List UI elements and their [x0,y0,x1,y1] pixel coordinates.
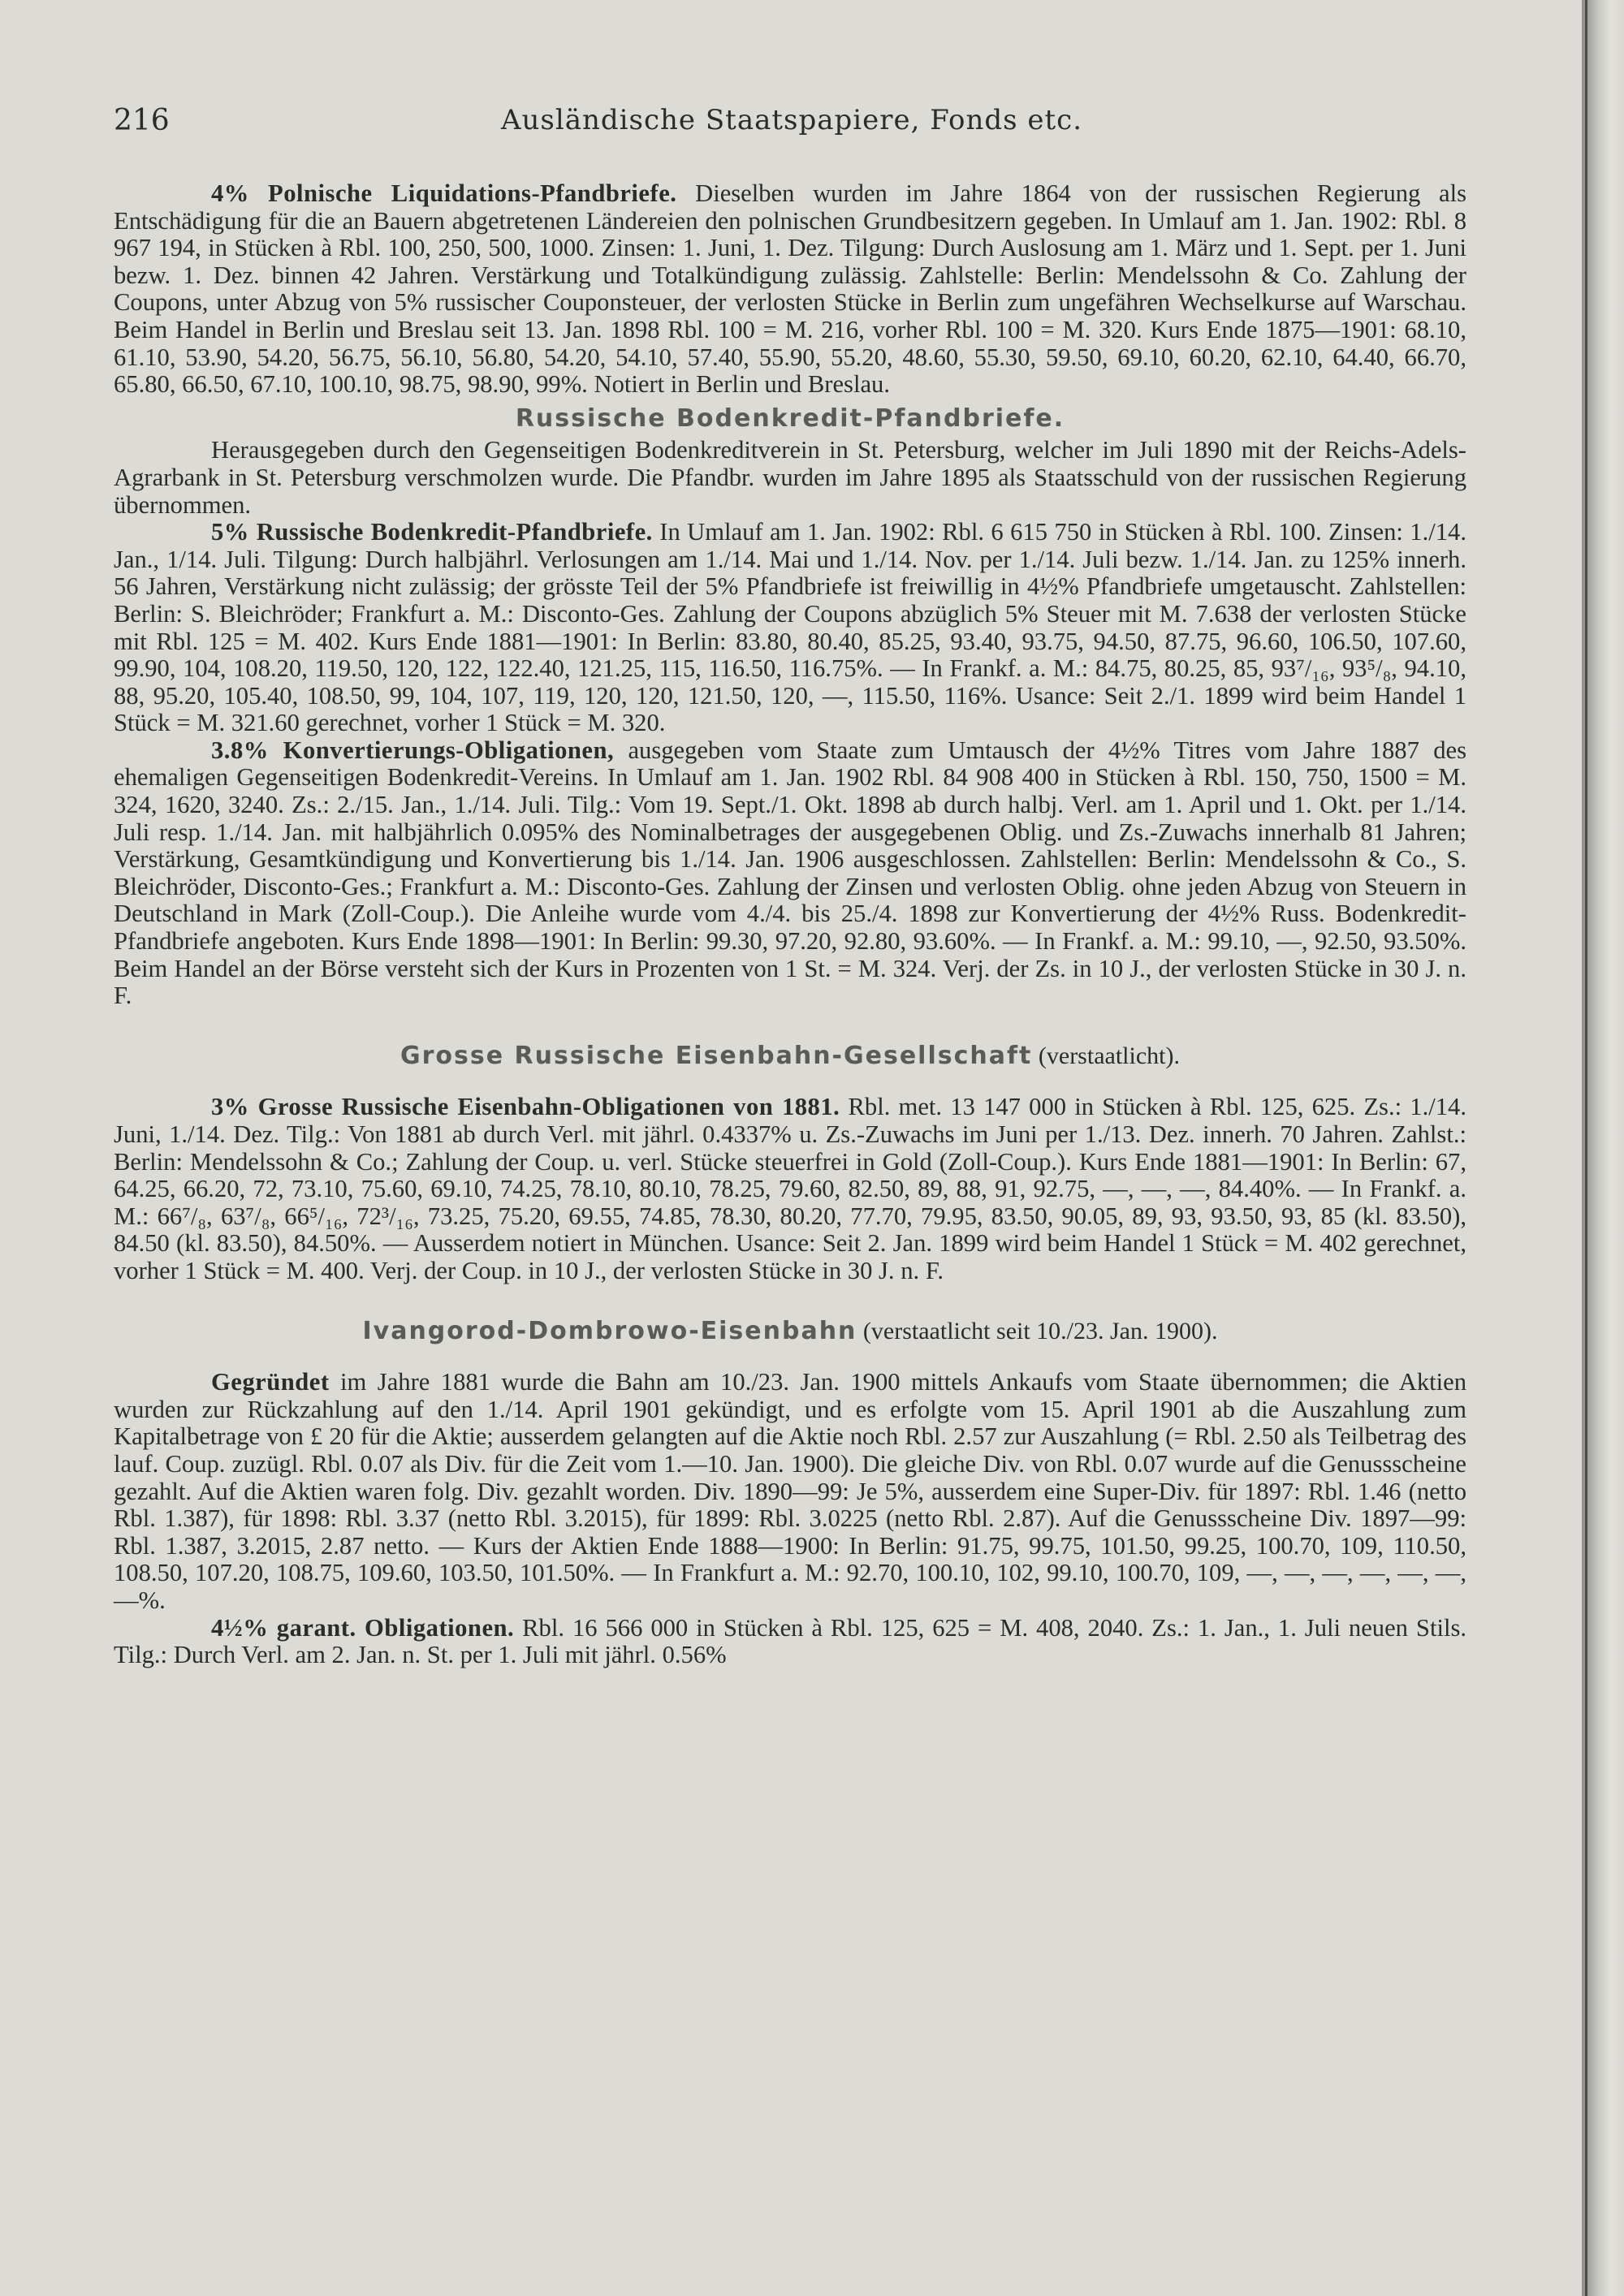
konvertierungs-paragraph [114,737,1466,1010]
grosse-paragraph [114,1094,1466,1284]
ivangorod-heading-title: Ivangorod-Dombrowo-Eisenbahn [362,1316,857,1345]
bodenkredit-pfandbriefe-text: In Umlauf am 1. Jan. 1902: Rbl. 6 615 750 in Stücken à Rbl. 100. Zinsen: 1./14. Jan., 1/14. Juli. Tilgung: Durch halbjährl. Verlosungen am 1./14. Mai und 1./14. Nov. per 1./14. Juli bezw. 1./14. Jan. zu 125% innerh. 56 Jahren, Verstärkung nicht zulässig; der grösste Teil der 5% Pfandbriefe ist freiwillig in 4½% Pfandbriefe umgetauscht. Zahlstellen: Berlin: S. Bleichröder; Frankfurt a. M.: Disconto-Ges. Zahlung der Coupons abzüglich 5% Steuer mit M. 7.638 der verlosten Stücke mit Rbl. 125 = M. 402. Kurs Ende 1881—1901: In Berlin: 83.80, 80.40, 85.25, 93.40, 93.75, 94.50, 87.75, 96.60, 106.50, 107.60, 99.90, 104, 108.20, 119.50, 120, 122, 122.40, 121.25, 115, 116.50, 116.75%. — In Frankf. a. M.: 84.75, 80.25, 85, 93⁷/₁₆, 93⁵/₈, 94.10, 88, 95.20, 105.40, 108.50, 99, 104, 107, 119, 120, 120, 121.50, 120, —, 115.50, 116%. Usance: Seit 2./1. 1899 wird beim Handel 1 Stück = M. 321.60 gerechnet, vorher 1 Stück = M. 320. [114,518,1466,737]
bodenkredit-pfandbriefe-paragraph [114,519,1466,737]
gutter-edge-line [1585,0,1587,2296]
grosse-lead: 3% Grosse Russische Eisenbahn-Obligationen von 1881. [211,1093,840,1121]
ivangorod-heading [114,1318,1466,1345]
konvertierungs-text: ausgegeben vom Staate zum Umtausch der 4½% Titres vom Jahre 1887 des ehemaligen Gegenseitigen Bodenkredit-Vereins. In Umlauf am 1. Jan. 1902 Rbl. 84 908 400 in Stücken à Rbl. 150, 750, 1500 = M. 324, 1620, 3240. Zs.: 2./15. Jan., 1./14. Juli. Tilg.: Vom 19. Sept./1. Okt. 1898 ab durch halbj. Verl. am 1. April und 1. Okt. per 1./14. Juli resp. 1./14. Jan. mit halbjährlich 0.095% des Nominalbetrages der ausgegebenen Oblig. und Zs.-Zuwachs innerhalb 81 Jahren; Verstärkung, Gesamtkündigung und Konvertierung bis 1./14. Jan. 1906 ausgeschlossen. Zahlstellen: Berlin: Mendelssohn & Co., S. Bleichröder, Disconto-Ges.; Frankfurt a. M.: Disconto-Ges. Zahlung der Zinsen und verlosten Oblig. ohne jeden Abzug von Steuern in Deutschland in Mark (Zoll-Coup.). Die Anleihe wurde vom 4./4. bis 25./4. 1898 zur Konvertierung der 4½% Russ. Bodenkredit-Pfandbriefe angeboten. Kurs Ende 1898—1901: In Berlin: 99.30, 97.20, 92.80, 93.60%. — In Frankf. a. M.: 99.10, —, 92.50, 93.50%. Beim Handel an der Börse versteht sich der Kurs in Prozenten von 1 St. = M. 324. Verj. der Zs. in 10 J., der verlosten Stücke in 30 J. n. F. [114,736,1466,1010]
polnische-lead: 4% Polnische Liquidations-Pfandbriefe. [211,179,677,207]
grosse-text: Rbl. met. 13 147 000 in Stücken à Rbl. 125, 625. Zs.: 1./14. Juni, 1./14. Dez. Tilg.: Von 1881 ab durch Verl. mit jährl. 0.4337% u. Zs.-Zuwachs im Juni per 1./13. Dez. innerh. 70 Jahren. Zahlst.: Berlin: Mendelssohn & Co.; Zahlung der Coup. u. verl. Stücke steuerfrei in Gold (Zoll-Coup.). Kurs Ende 1881—1901: In Berlin: 67, 64.25, 66.20, 72, 73.10, 75.60, 69.10, 74.25, 78.10, 80.10, 78.25, 79.60, 82.50, 89, 88, 91, 92.75, —, —, —, 84.40%. — In Frankf. a. M.: 66⁷/₈, 63⁷/₈, 66⁵/₁₆, 72³/₁₆, 73.25, 75.20, 69.55, 74.85, 78.30, 80.20, 77.70, 79.95, 83.50, 90.05, 89, 93, 93.50, 93, 85 (kl. 83.50), 84.50 (kl. 83.50), 84.50%. — Ausserdem notiert in München. Usance: Seit 2. Jan. 1899 wird beim Handel 1 Stück = M. 402 gerechnet, vorher 1 Stück = M. 400. Verj. der Coup. in 10 J., der verlosten Stücke in 30 J. n. F. [114,1093,1466,1284]
ivangorod-heading-note: (verstaatlicht seit 10./23. Jan. 1900). [857,1317,1218,1344]
polnische-text: Dieselben wurden im Jahre 1864 von der russischen Regierung als Entschädigung für die an Bauern abgetretenen Ländereien den polnischen Grundbesitzern gegeben. In Umlauf am 1. Jan. 1902: Rbl. 8 967 194, in Stücken à Rbl. 100, 250, 500, 1000. Zinsen: 1. Juni, 1. Dez. Tilgung: Durch Auslosung am 1. März und 1. Sept. per 1. Juni bezw. 1. Dez. binnen 42 Jahren. Verstärkung und Totalkündigung zulässig. Zahlstelle: Berlin: Mendelssohn & Co. Zahlung der Coupons, unter Abzug von 5% russischer Couponsteuer, der verlosten Stücke in Berlin zum ungefähren Wechselkurse auf Warschau. Beim Handel in Berlin und Breslau seit 13. Jan. 1898 Rbl. 100 = M. 216, vorher Rbl. 100 = M. 320. Kurs Ende 1875—1901: 68.10, 61.10, 53.90, 54.20, 56.75, 56.10, 56.80, 54.20, 54.10, 57.40, 55.90, 55.20, 48.60, 55.30, 59.50, 69.10, 60.20, 62.10, 64.40, 66.70, 65.80, 66.50, 67.10, 100.10, 98.75, 98.90, 99%. Notiert in Berlin und Breslau. [114,179,1466,399]
garant-obligationen-paragraph [114,1615,1466,1669]
book-gutter [1582,0,1624,2296]
page-body [114,180,1466,1669]
ivangorod-paragraph [114,1369,1466,1614]
garant-obligationen-lead: 4½% garant. Obligationen. [211,1613,515,1642]
bodenkredit-heading: Russische Bodenkredit-Pfandbriefe. [515,404,1065,433]
grosse-heading [114,1042,1466,1070]
ivangorod-lead: Gegründet [211,1368,330,1396]
page-number: 216 [114,104,170,137]
bodenkredit-intro: Herausgegeben durch den Gegenseitigen Bodenkreditverein in St. Petersburg, welcher im Juli 1890 mit der Reichs-Adels-Agrarbank in St. Petersburg verschmolzen wurde. Die Pfandbr. wurden im Jahre 1895 als Staatsschuld von der russischen Regierung übernommen. [114,436,1466,519]
grosse-heading-title: Grosse Russische Eisenbahn-Gesellschaft [400,1041,1033,1070]
bodenkredit-pfandbriefe-lead: 5% Russische Bodenkredit-Pfandbriefe. [211,518,653,546]
konvertierungs-lead: 3.8% Konvertierungs-Obligationen, [211,736,615,764]
running-title: Ausländische Staatspapiere, Fonds etc. [500,104,1083,136]
grosse-heading-note: (verstaatlicht). [1032,1042,1180,1069]
polnische-paragraph [114,180,1466,399]
garant-obligationen-text: Rbl. 16 566 000 in Stücken à Rbl. 125, 625 = M. 408, 2040. Zs.: 1. Jan., 1. Juli neuen Stils. Tilg.: Durch Verl. am 2. Jan. n. St. per 1. Juli mit jährl. 0.56% [114,1613,1466,1669]
ivangorod-text: im Jahre 1881 wurde die Bahn am 10./23. Jan. 1900 mittels Ankaufs vom Staate übernommen; die Aktien wurden zur Rückzahlung auf den 1./14. April 1901 gekündigt, und es erfolgte vom 15. April 1901 ab die Auszahlung zum Kapitalbetrage von £ 20 für die Aktie; ausserdem gelangten auf die Aktie noch Rbl. 2.57 zur Auszahlung (= Rbl. 2.50 als Teilbetrag des lauf. Coup. zuzügl. Rbl. 0.07 als Div. für die Zeit vom 1.—10. Jan. 1900). Die gleiche Div. von Rbl. 0.07 wurde auf die Genussscheine gezahlt. Auf die Aktien waren folg. Div. gezahlt worden. Div. 1890—99: Je 5%, ausserdem eine Super-Div. für 1897: Rbl. 1.46 (netto Rbl. 1.387), für 1898: Rbl. 3.37 (netto Rbl. 3.2015), für 1899: Rbl. 3.0225 (netto Rbl. 2.87). Auf die Genussscheine Div. 1897—99: Rbl. 1.387, 3.2015, 2.87 netto. — Kurs der Aktien Ende 1888—1900: In Berlin: 91.75, 99.75, 101.50, 99.25, 100.70, 109, 110.50, 108.50, 107.20, 108.75, 109.60, 103.50, 101.50%. — In Frankfurt a. M.: 92.70, 100.10, 102, 99.10, 100.70, 109, —, —, —, —, —, —, —%. [114,1368,1466,1614]
page-header [114,104,1470,145]
